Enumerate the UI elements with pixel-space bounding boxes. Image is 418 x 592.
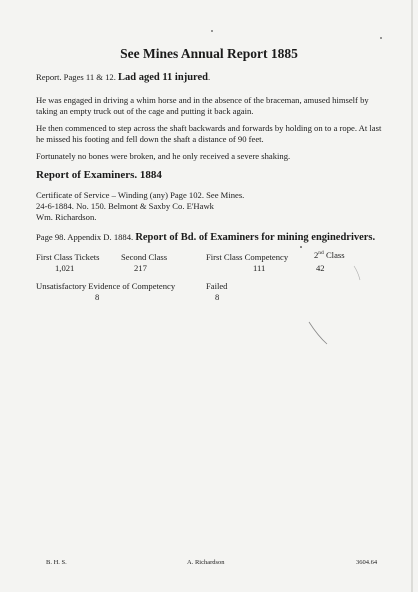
page-title: See Mines Annual Report 1885 bbox=[120, 46, 298, 61]
stat-label-first-class-tickets: First Class Tickets bbox=[36, 252, 100, 262]
report-headline: Lad aged 11 injured bbox=[118, 72, 208, 83]
scan-speck bbox=[211, 30, 213, 32]
stat-label-failed: Failed bbox=[206, 281, 228, 291]
second-class-num: 2 bbox=[314, 250, 319, 260]
second-class-sup: nd bbox=[318, 250, 324, 257]
footer-right: 3604.64 bbox=[356, 559, 378, 566]
stat-value-second-class-competency: 42 bbox=[316, 263, 325, 273]
appendix-prefix: Page 98. Appendix D. 1884. bbox=[36, 232, 134, 242]
paragraph-2: He then commenced to step across the shaft backwards and forwards by holding on to a rope. At last he missed his footing and fell down the shaft a distance of 90 feet. bbox=[36, 123, 382, 144]
paragraph-1: He was engaged in driving a whim horse and in the absence of the braceman, amused himself by taking an empty truck out of the cage and putting it back again. bbox=[36, 95, 369, 116]
scan-speck bbox=[380, 37, 382, 39]
certificate-line-3: Wm. Richardson. bbox=[36, 212, 97, 222]
paragraph-3: Fortunately no bones were broken, and he only received a severe shaking. bbox=[36, 151, 291, 161]
appendix-headline: Report of Bd. of Examiners for mining enginedrivers. bbox=[135, 232, 376, 243]
scan-speck bbox=[300, 246, 302, 248]
stat-label-first-class-competency: First Class Competency bbox=[206, 252, 289, 262]
stat-value-first-class-competency: 111 bbox=[253, 263, 266, 273]
second-class-rest: Class bbox=[323, 250, 345, 260]
report-reference-prefix: Report. Pages 11 & 12. bbox=[36, 72, 116, 82]
stat-value-first-class-tickets: 1,021 bbox=[55, 263, 75, 273]
pencil-tick-mark bbox=[354, 266, 360, 280]
footer-center: A. Richardson bbox=[187, 559, 225, 566]
pencil-stroke-mark bbox=[309, 322, 327, 344]
stat-label-unsatisfactory: Unsatisfactory Evidence of Competency bbox=[36, 281, 176, 291]
examiners-heading: Report of Examiners. 1884 bbox=[36, 169, 162, 181]
stat-value-second-class: 217 bbox=[134, 263, 147, 273]
report-headline-suffix: . bbox=[208, 72, 211, 82]
footer-left: B. H. S. bbox=[46, 559, 67, 566]
stat-label-second-class: Second Class bbox=[121, 252, 168, 262]
certificate-line-2: 24-6-1884. No. 150. Belmont & Saxby Co. E'Hawk bbox=[36, 201, 214, 211]
certificate-line-1: Certificate of Service – Winding (any) Page 102. See Mines. bbox=[36, 190, 245, 200]
stat-value-unsatisfactory: 8 bbox=[95, 292, 100, 302]
stat-value-failed: 8 bbox=[215, 292, 220, 302]
